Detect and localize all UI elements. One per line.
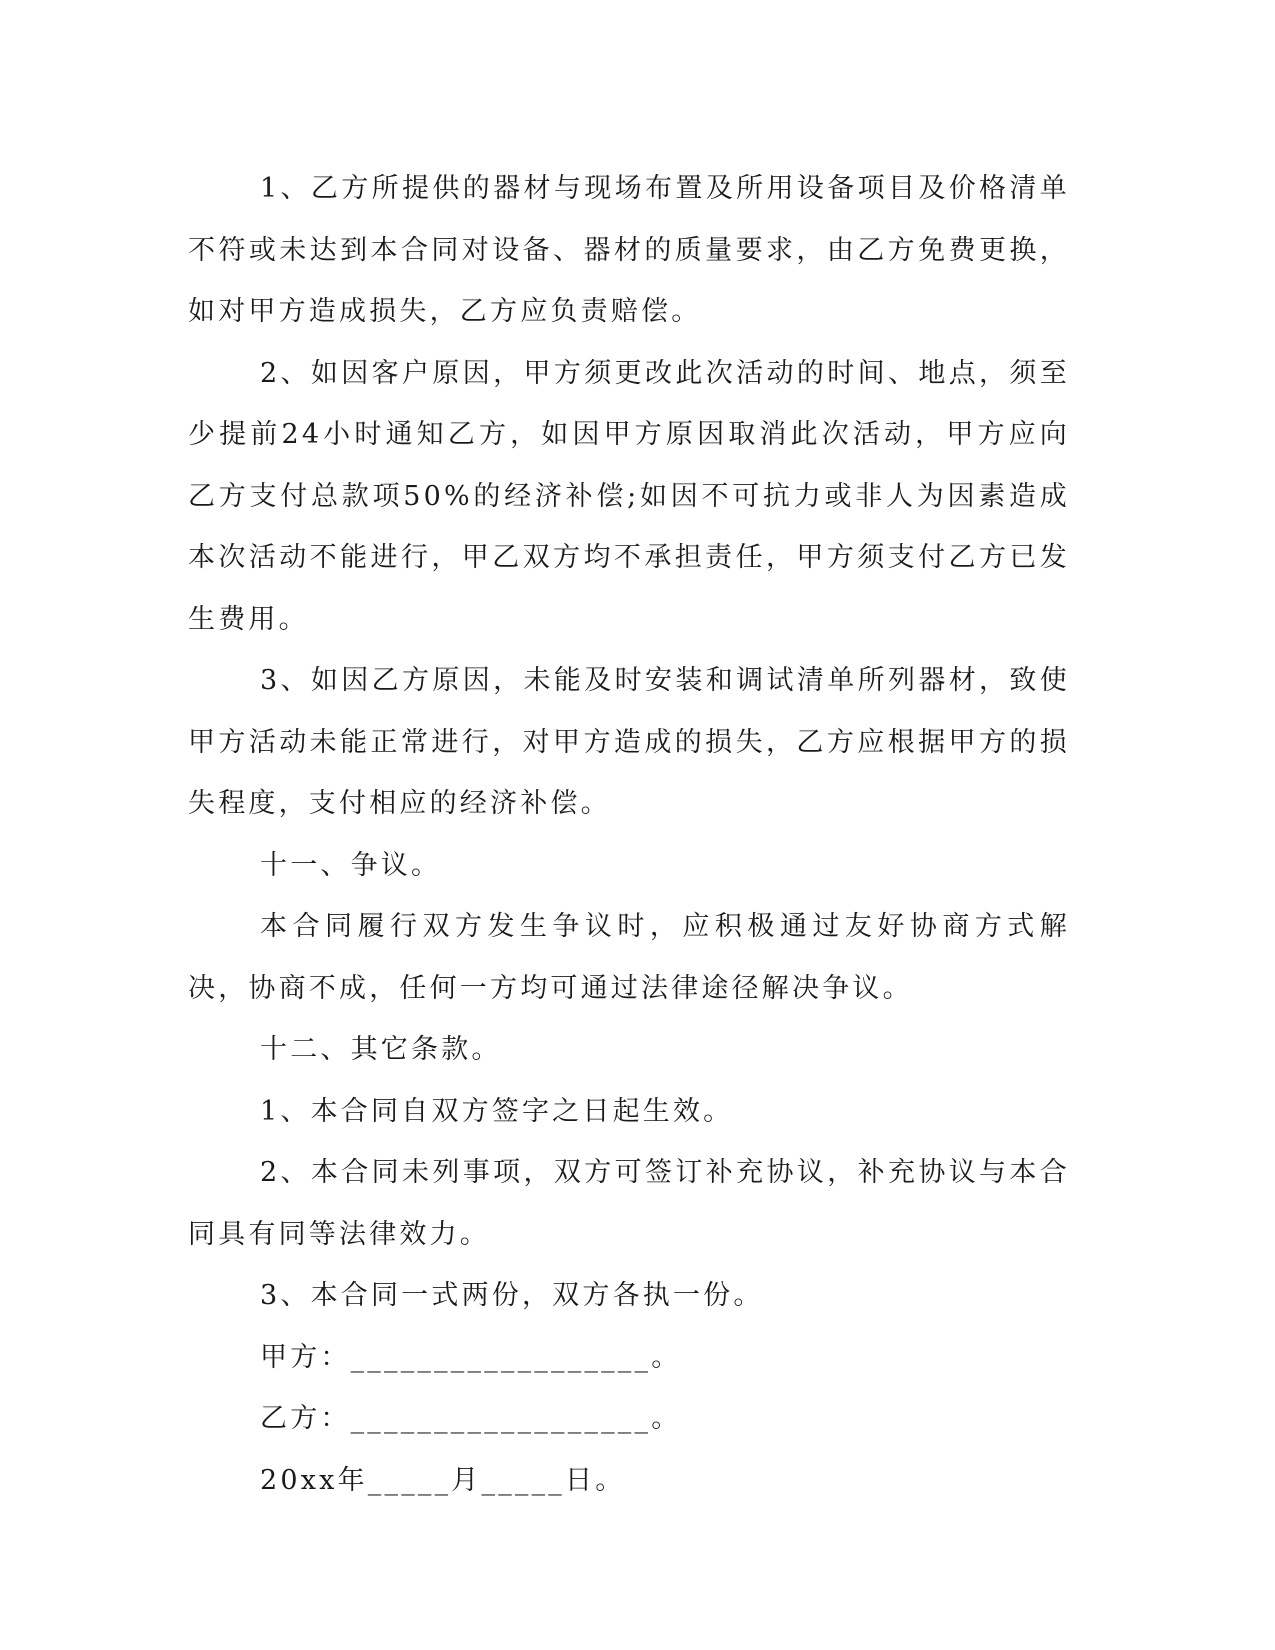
- party-b-signature-line: 乙方：__________________。: [260, 1403, 682, 1434]
- other-term-3: 3、本合同一式两份，双方各执一份。: [260, 1280, 764, 1311]
- document-body: [188, 158, 1070, 1511]
- dispute-paragraph: 本合同履行双方发生争议时，应积极通过友好协商方式解决，协商不成，任何一方均可通过法律途径解决争议。: [188, 911, 1070, 1004]
- clause-2-paragraph: 2、如因客户原因，甲方须更改此次活动的时间、地点，须至少提前24小时通知乙方，如因甲方原因取消此次活动，甲方应向乙方支付总款项50%的经济补偿;如因不可抗力或非人为因素造成本次活动不能进行，甲乙双方均不承担责任，甲方须支付乙方已发生费用。: [188, 357, 1070, 635]
- other-term-1: 1、本合同自双方签字之日起生效。: [260, 1095, 734, 1127]
- section-heading-other-terms: 十二、其它条款。: [260, 1034, 502, 1065]
- other-term-2: 2、本合同未列事项，双方可签订补充协议，补充协议与本合同具有同等法律效力。: [188, 1157, 1070, 1250]
- date-line: 20xx年_____月_____日。: [260, 1464, 626, 1496]
- section-heading-dispute: 十一、争议。: [260, 849, 442, 881]
- clause-3-paragraph: 3、如因乙方原因，未能及时安装和调试清单所列器材，致使甲方活动未能正常进行，对甲方造成的损失，乙方应根据甲方的损失程度，支付相应的经济补偿。: [188, 665, 1070, 819]
- clause-1-paragraph: 1、乙方所提供的器材与现场布置及所用设备项目及价格清单不符或未达到本合同对设备、器材的质量要求，由乙方免费更换，如对甲方造成损失，乙方应负责赔偿。: [188, 173, 1070, 327]
- party-a-signature-line: 甲方：__________________。: [260, 1341, 682, 1373]
